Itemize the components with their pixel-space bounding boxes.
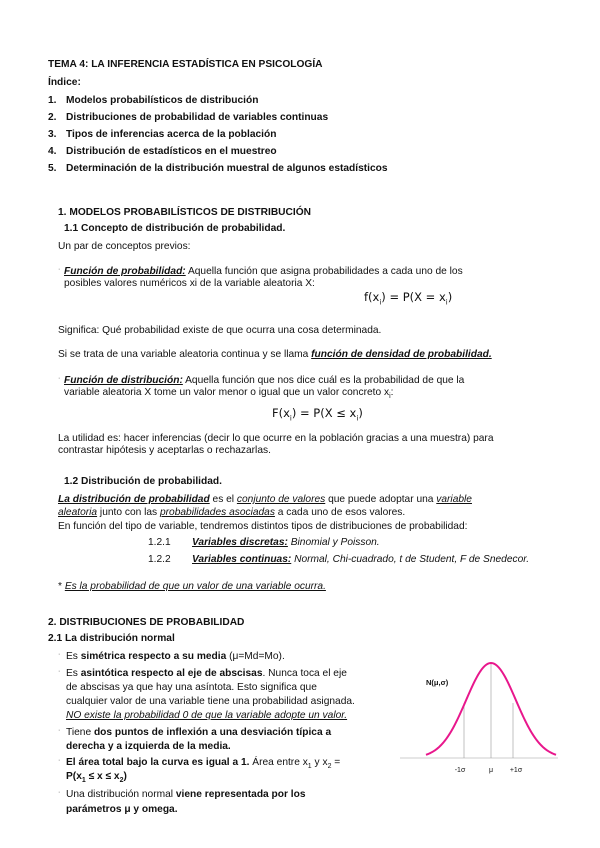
dp-t1: es el <box>209 494 237 505</box>
fd-formula-sub2: i <box>356 414 359 423</box>
s2-b4-l2-b: ≤ x ≤ x <box>85 771 120 782</box>
s2-b2-l2: de abscisas ya que hay una asíntota. Esto significa que <box>66 682 317 693</box>
bullet-dot: · <box>58 651 61 658</box>
s2-b5 <box>66 788 306 801</box>
s2-b5-l2: parámetros μ y omega. <box>66 804 178 815</box>
index-item-num: 5. <box>48 163 57 174</box>
dp-u2: variable <box>436 494 472 505</box>
s2-b4-l2 <box>66 770 127 787</box>
fd-formula-right: ) = P(X ≤ x <box>291 406 357 420</box>
section2-1-heading: 2.1 La distribución normal <box>48 633 175 644</box>
bullet-dot: · <box>58 789 61 796</box>
bullet-dot: · <box>58 668 61 675</box>
s2-b4-sub2: 2 <box>327 763 332 771</box>
bullet-dot: · <box>58 757 61 764</box>
dp-line1 <box>58 493 472 506</box>
s2-b4-e: = <box>331 757 341 768</box>
fd-term: Función de distribución: <box>64 375 183 386</box>
index-item-num: 3. <box>48 129 57 140</box>
sub-item-text: Binomial y Poisson. <box>287 537 380 548</box>
sub-item-line <box>192 536 380 549</box>
page-title: TEMA 4: LA INFERENCIA ESTADÍSTICA EN PSICOLOGÍA <box>48 59 323 70</box>
continua-term: función de densidad de probabilidad. <box>311 349 492 360</box>
sub-item-term: Variables continuas: <box>192 554 292 565</box>
s2-b2-c: . Nunca toca el eje <box>262 668 347 679</box>
dp-term: La distribución de probabilidad <box>58 494 210 505</box>
tick-label-plus-sigma: +1σ <box>509 767 523 774</box>
sub-item-num: 1.2.1 <box>148 537 171 548</box>
s2-b4-d: y x <box>311 757 328 768</box>
significa-text: Significa: Qué probabilidad existe de que ocurra una cosa determinada. <box>58 325 382 336</box>
s2-b3-a: Tiene <box>66 727 94 738</box>
dp-u4: probabilidades asociadas <box>159 507 275 518</box>
fp-formula-sub2: i <box>445 298 448 307</box>
fd-text1: Aquella función que nos dice cuál es la probabilidad de que la <box>182 375 465 386</box>
continua-line <box>58 348 492 361</box>
s2-b3-l2: derecha y a izquierda de la media. <box>66 741 231 752</box>
fd-formula-sub: i <box>289 414 292 423</box>
index-item-text: Distribución de estadísticos en el muestreo <box>66 146 277 157</box>
note-text: Es la probabilidad de que un valor de una variable ocurra. <box>64 581 326 592</box>
s2-b4-l2-sub2: 2 <box>119 777 124 785</box>
s2-b4-b: El área total bajo la curva es igual a 1. <box>66 757 250 768</box>
s2-b3-b: dos puntos de inflexión a una desviación típica a <box>93 727 332 738</box>
fd-text2: variable aleatoria X tome un valor menor o igual que un valor concreto x <box>64 387 390 398</box>
normal-distribution-chart <box>400 655 558 775</box>
funcion-tipo-text: En función del tipo de variable, tendremos distintos tipos de distribuciones de probabilidad: <box>58 521 468 532</box>
sub-item-term: Variables discretas: <box>192 537 288 548</box>
s2-b1-b: simétrica respecto a su media <box>80 651 227 662</box>
s2-b4-l2-a: P(x <box>66 771 82 782</box>
index-item-text: Determinación de la distribución muestral de algunos estadísticos <box>66 163 388 174</box>
sub-item-num: 1.2.2 <box>148 554 171 565</box>
section1-1-heading: 1.1 Concepto de distribución de probabilidad. <box>64 223 286 234</box>
section1-2-heading: 1.2 Distribución de probabilidad. <box>64 476 222 487</box>
fp-text2: posibles valores numéricos xi de la variable aleatoria X: <box>64 278 315 289</box>
s2-b1-a: Es <box>66 651 81 662</box>
s2-b2-a: Es <box>66 668 81 679</box>
utilidad-line1: La utilidad es: hacer inferencias (decir lo que ocurre en la población gracias a una muestra) para <box>58 433 494 444</box>
index-item-num: 1. <box>48 95 57 106</box>
s2-b2-b: asintótica respecto al eje de abscisas <box>80 668 263 679</box>
fd-line2 <box>64 386 393 403</box>
s2-b1 <box>66 650 285 663</box>
s2-b5-b: viene representada por los <box>175 789 306 800</box>
dp-line2 <box>58 506 405 519</box>
tick-label-minus-sigma: -1σ <box>454 767 466 774</box>
s2-b2-l4: NO existe la probabilidad 0 de que la variable adopte un valor. <box>66 710 348 721</box>
index-item-text: Tipos de inferencias acerca de la población <box>66 129 277 140</box>
utilidad-line2: contrastar hipótesis y aceptarlas o rechazarlas. <box>58 445 271 456</box>
intro-text: Un par de conceptos previos: <box>58 241 191 252</box>
dp-t4: a cada uno de esos valores. <box>274 507 406 518</box>
index-item-num: 2. <box>48 112 57 123</box>
s2-b1-c: (μ=Md=Mo). <box>226 651 285 662</box>
fp-formula <box>364 290 452 306</box>
fp-formula-sub: i <box>379 298 382 307</box>
index-item-num: 4. <box>48 146 57 157</box>
index-label: Índice: <box>48 77 81 88</box>
s2-b4-l2-sub1: 1 <box>81 777 86 785</box>
section1-heading: 1. MODELOS PROBABILÍSTICOS DE DISTRIBUCIÓN <box>58 207 312 218</box>
sub-item-line <box>192 553 529 566</box>
section2-heading: 2. DISTRIBUCIONES DE PROBABILIDAD <box>48 617 245 628</box>
sub-item-text: Normal, Chi-cuadrado, t de Student, F de Snedecor. <box>291 554 530 565</box>
fd-text2-end: : <box>390 387 394 398</box>
tick-label-mean: μ <box>488 767 494 774</box>
bullet-dot: · <box>58 266 61 273</box>
fd-text2-sub: i <box>389 393 391 401</box>
s2-b2 <box>66 667 347 680</box>
s2-b4-l2-c: ) <box>123 771 127 782</box>
bullet-dot: · <box>58 375 61 382</box>
fd-formula-end: ) <box>358 406 363 420</box>
fd-formula <box>272 406 363 422</box>
chart-title: N(μ,σ) <box>426 678 449 687</box>
bullet-dot: · <box>58 727 61 734</box>
note-line <box>58 580 326 593</box>
dp-u1: conjunto de valores <box>236 494 326 505</box>
note-mark: * <box>58 581 62 592</box>
s2-b5-a: Una distribución normal <box>66 789 176 800</box>
s2-b2-l3: cualquier valor de una variable tiene una probabilidad asignada. <box>66 696 355 707</box>
fp-term: Función de probabilidad: <box>64 266 186 277</box>
continua-text: Si se trata de una variable aleatoria continua y se llama <box>58 349 312 360</box>
s2-b4-c: Área entre x <box>249 757 308 768</box>
dp-t2: que puede adoptar una <box>325 494 437 505</box>
fp-text1: Aquella función que asigna probabilidades a cada uno de los <box>185 266 463 277</box>
fd-formula-left: F(x <box>272 406 290 420</box>
index-item-text: Distribuciones de probabilidad de variables continuas <box>66 112 329 123</box>
fp-formula-end: ) <box>447 290 453 304</box>
s2-b3 <box>66 726 331 739</box>
s2-b4-sub1: 1 <box>307 763 312 771</box>
dp-u3: aleatoria <box>58 507 98 518</box>
fp-formula-left: f(x <box>364 290 380 304</box>
dp-t3: junto con las <box>97 507 160 518</box>
index-item-text: Modelos probabilísticos de distribución <box>66 95 259 106</box>
fp-formula-right: ) = P(X = x <box>381 290 446 304</box>
